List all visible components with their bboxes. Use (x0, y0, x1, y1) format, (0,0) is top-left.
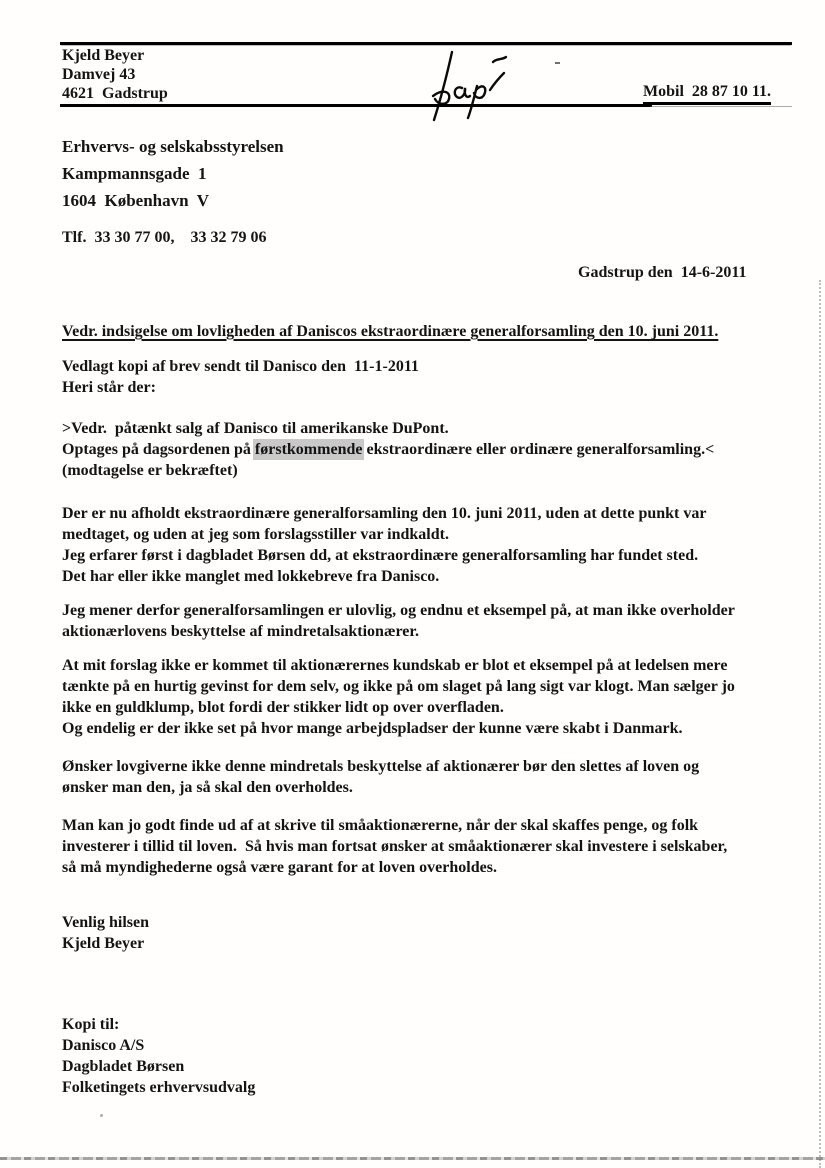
paragraph-finde: Man kan jo godt finde ud af at skrive til småaktionærerne, når der skal skaffes penge, og folk investerer i tillid til loven. Så hvis man fortsat ønsker at småaktionærer skal investere i selskaber, så må myndighederne også være garant for at loven overholdes. (62, 817, 728, 876)
quoted-letter-paragraph: >Vedr. påtænkt salg af Danisco til amerikanske DuPont. Optages på dagsordenen på førstkommende ekstraordinære eller ordinære generalforsamling.< (modtagelse er bekræftet) (62, 420, 715, 479)
paragraph-afholdt: Der er nu afholdt ekstraordinære generalforsamling den 10. juni 2011, uden at dette punkt var medtaget, og uden at jeg som forslagsstiller var indkaldt. Jeg erfarer først i dagbladet Børsen dd, at ekstraordinære generalforsamling har fundet sted. Det har eller ikke manglet med lokkebreve fra Danisco. (62, 505, 707, 585)
paragraph-ulovlig: Jeg mener derfor generalforsamlingen er ulovlig, og endnu et eksempel på, at man ikke overholder aktionærlovens beskyttelse af mindretalsaktionærer. (62, 602, 735, 640)
sender-city: 4621 Gadstrup (62, 85, 168, 102)
recipient-street: Kampmannsgade 1 (62, 164, 207, 183)
recipient-address-block (62, 133, 284, 214)
intro-paragraph: Vedlagt kopi af brev sendt til Danisco den 11-1-2011 Heri står der: (62, 358, 419, 396)
quote-line2-prefix: Optages på dagsordenen på (62, 441, 255, 458)
sender-address-block (62, 46, 168, 103)
recipient-city: 1604 København V (62, 191, 210, 210)
scan-artifact-bottom-line (0, 1157, 825, 1160)
recipient-phone-line: Tlf. 33 30 77 00, 33 32 79 06 (62, 229, 267, 246)
highlighted-word: førstkommende (254, 441, 363, 458)
closing-signature-name: Kjeld Beyer (62, 935, 145, 952)
header-bottom-rule (60, 104, 652, 107)
recipient-name: Erhvervs- og selskabsstyrelsen (62, 137, 284, 156)
sender-mobile: Mobil 28 87 10 11. (643, 83, 771, 105)
header-rule-faint (650, 106, 792, 107)
subject-line: Vedr. indsigelse om lovligheden af Daniscos ekstraordinære generalforsamling den 10. juni 2011. (62, 323, 719, 340)
sender-name: Kjeld Beyer (62, 47, 145, 64)
paragraph-forslag: At mit forslag ikke er kommet til aktionærernes kundskab er blot et eksempel på at ledelsen mere tænkte på en hurtig gevinst for dem selv, og ikke på om slaget på lang sigt var klogt. Man sælger jo ikke en guldklump, blot fordi der stikker lidt op over overfladen. Og endelig er der ikke set på hvor mange arbejdspladser der kunne være skabt i Danmark. (62, 657, 735, 737)
scan-speck (100, 1114, 103, 1117)
paragraph-lovgiverne: Ønsker lovgiverne ikke denne mindretals beskyttelse af aktionærer bør den slettes af loven og ønsker man den, ja så skal den overholdes. (62, 758, 700, 796)
scan-artifact-right-edge (819, 280, 821, 1168)
scan-speck (555, 62, 560, 64)
copy-recipients-block: Kopi til: Danisco A/S Dagbladet Børsen Folketingets erhvervsudvalg (62, 1016, 256, 1096)
quote-line2-suffix: ekstraordinære eller ordinære generalforsamling.< (362, 441, 715, 458)
closing-salutation: Venlig hilsen (62, 914, 149, 931)
sender-street: Damvej 43 (62, 66, 136, 83)
date-line: Gadstrup den 14-6-2011 (578, 264, 747, 281)
closing-block (62, 912, 149, 954)
handwritten-kopi-note (400, 44, 515, 134)
